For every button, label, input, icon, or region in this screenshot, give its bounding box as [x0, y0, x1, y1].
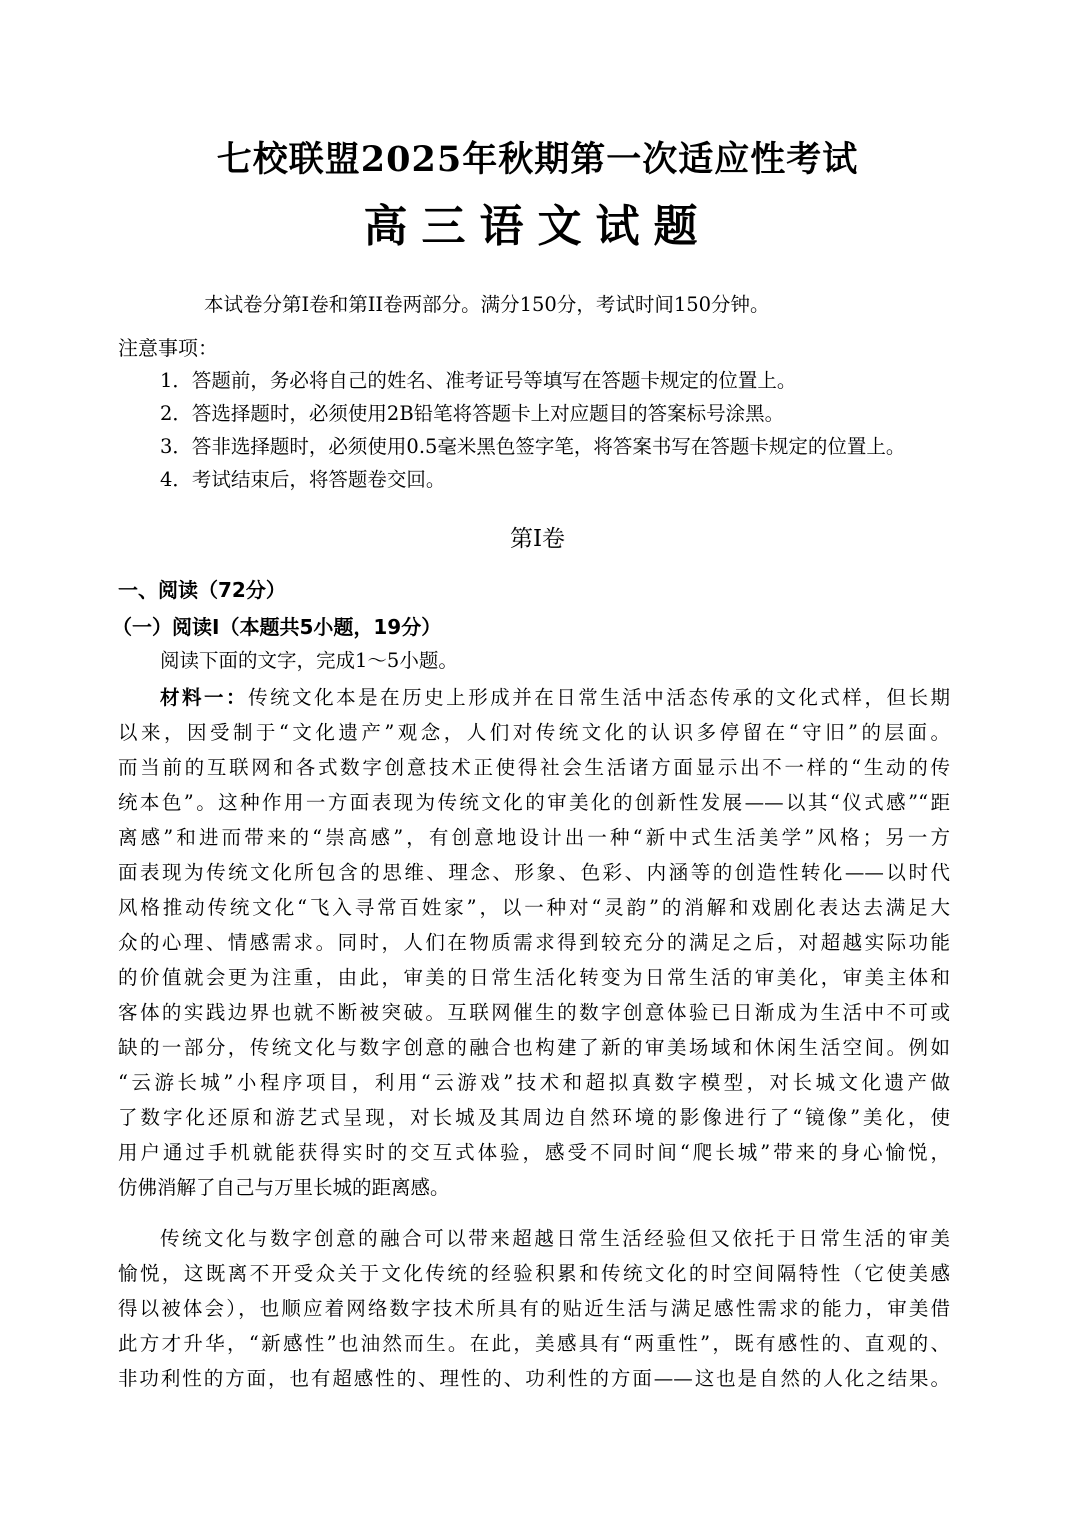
paragraph-line-text: 以来，因受制于“文化遗产”观念，人们对传统文化的认识多停留在“守旧”的层面。: [118, 721, 950, 744]
paragraph-line: [118, 1332, 950, 1356]
paragraph-line: [160, 1227, 950, 1251]
paragraph-line: [118, 896, 950, 920]
paragraph-line-text: 用户通过手机就能获得实时的交互式体验，感受不同时间“爬长城”带来的身心愉悦，: [118, 1141, 950, 1164]
paragraph-line: [118, 721, 950, 745]
notice-heading: 注意事项：: [118, 336, 218, 360]
material-label: 材料一：: [160, 686, 249, 709]
paragraph-line: [118, 1262, 950, 1286]
paragraph-line-text: 面表现为传统文化所包含的思维、理念、形象、色彩、内涵等的创造性转化——以时代: [118, 861, 950, 884]
paragraph-line-text: 此方才升华，“新感性”也油然而生。在此，美感具有“两重性”，既有感性的、直观的、: [118, 1332, 950, 1355]
paragraph-line-text: “云游长城”小程序项目，利用“云游戏”技术和超拟真数字模型，对长城文化遗产做: [118, 1071, 950, 1094]
notice-item: 1．答题前，务必将自己的姓名、准考证号等填写在答题卡规定的位置上。: [160, 369, 797, 392]
paragraph-line-text: 得以被体会），也顺应着网络数字技术所具有的贴近生活与满足感性需求的能力，审美借: [118, 1297, 950, 1320]
paragraph-line-text: 而当前的互联网和各式数字创意技术正使得社会生活诸方面显示出不一样的“生动的传: [118, 756, 950, 779]
paragraph-line-text: 愉悦，这既离不开受众关于文化传统的经验积累和传统文化的时空间隔特性（它使美感: [118, 1262, 950, 1285]
paragraph-line-text: 传统文化本是在历史上形成并在日常生活中活态传承的文化式样，但长期: [248, 686, 950, 709]
paragraph-line: [118, 861, 950, 885]
volume-title: 第I卷: [509, 526, 566, 552]
paragraph-line-text: 传统文化与数字创意的融合可以带来超越日常生活经验但又依托于日常生活的审美: [160, 1227, 950, 1250]
section-heading: 一、阅读（72分）: [118, 578, 286, 602]
paragraph-line-text: 风格推动传统文化“飞入寻常百姓家”，以一种对“灵韵”的消解和戏剧化表达去满足大: [118, 896, 950, 919]
paragraph-line: [160, 686, 950, 710]
exam-intro: 本试卷分第I卷和第II卷两部分。满分150分，考试时间150分钟。: [204, 293, 770, 316]
paragraph-line: [118, 1106, 950, 1130]
paragraph-line: [118, 826, 950, 850]
paragraph-line-text: 非功利性的方面，也有超感性的、理性的、功利性的方面——这也是自然的人化之结果。: [118, 1367, 950, 1390]
paragraph-line: [118, 1001, 950, 1025]
paragraph-line: [118, 1367, 950, 1391]
paragraph-line-text: 缺的一部分，传统文化与数字创意的融合也构建了新的审美场域和休闲生活空间。例如: [118, 1036, 950, 1059]
paragraph-line: [118, 1297, 950, 1321]
exam-subtitle: 高三语文试题: [363, 201, 712, 252]
exam-title: 七校联盟2025年秋期第一次适应性考试: [216, 139, 859, 180]
paragraph-line: [118, 1141, 950, 1165]
paragraph-line-text: 的价值就会更为注重，由此，审美的日常生活化转变为日常生活的审美化，审美主体和: [118, 966, 950, 989]
paragraph-line: [118, 1071, 950, 1095]
paragraph-line-text: 客体的实践边界也就不断被突破。互联网催生的数字创意体验已日渐成为生活中不可或: [118, 1001, 950, 1024]
paragraph-line: [118, 756, 950, 780]
paragraph-line: [118, 931, 950, 955]
sub-section-heading: （一）阅读I（本题共5小题，19分）: [112, 615, 442, 639]
paragraph-line-text: 统本色”。这种作用一方面表现为传统文化的审美化的创新性发展——以其“仪式感”“距: [118, 791, 950, 814]
notice-item: 2．答选择题时，必须使用2B铅笔将答题卡上对应题目的答案标号涂黑。: [160, 402, 785, 425]
paragraph-line: [118, 1176, 950, 1200]
paragraph-line: [118, 1036, 950, 1060]
notice-item: 3．答非选择题时，必须使用0.5毫米黑色签字笔，将答案书写在答题卡规定的位置上。: [160, 435, 906, 458]
paragraph-line-text: 了数字化还原和游艺式呈现，对长城及其周边自然环境的影像进行了“镜像”美化，使: [118, 1106, 950, 1129]
notice-item: 4．考试结束后，将答题卷交回。: [160, 468, 446, 491]
reading-instruction: 阅读下面的文字，完成1～5小题。: [160, 649, 458, 672]
paragraph-line: [118, 966, 950, 990]
paragraph-line: [118, 791, 950, 815]
paragraph-line-text: 离感”和进而带来的“崇高感”，有创意地设计出一种“新中式生活美学”风格；另一方: [118, 826, 950, 849]
paragraph-line-text: 仿佛消解了自己与万里长城的距离感。: [118, 1176, 450, 1199]
paragraph-line-text: 众的心理、情感需求。同时，人们在物质需求得到较充分的满足之后，对超越实际功能: [118, 931, 950, 954]
